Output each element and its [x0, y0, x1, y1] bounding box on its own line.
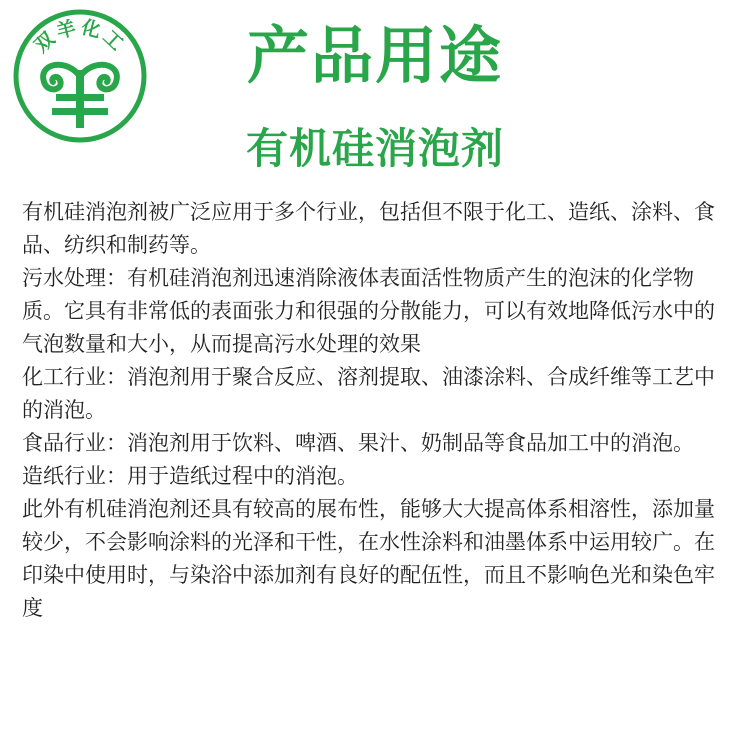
company-logo	[12, 8, 148, 144]
intro-paragraph: 有机硅消泡剂被广泛应用于多个行业，包括但不限于化工、造纸、涂料、食品、纺织和制药等。	[22, 200, 715, 257]
paper-industry-paragraph: 造纸行业：用于造纸过程中的消泡。	[22, 464, 358, 488]
ram-horns-logo-icon	[12, 8, 148, 144]
logo-text: 双羊化工	[30, 16, 130, 58]
usage-description	[22, 196, 732, 625]
product-name: 有机硅消泡剂	[245, 124, 504, 173]
food-industry-paragraph: 食品行业：消泡剂用于饮料、啤酒、果汁、奶制品等食品加工中的消泡。	[22, 431, 694, 455]
page-title: 产品用途	[246, 19, 503, 92]
additional-info-paragraph: 此外有机硅消泡剂还具有较高的展布性，能够大大提高体系相溶性，添加量较少，不会影响涂料的光泽和干性，在水性涂料和油墨体系中运用较广。在印染中使用时，与染浴中添加剂有良好的配伍性，而且不影响色光和染色牢度	[22, 497, 715, 620]
chemical-industry-paragraph: 化工行业：消泡剂用于聚合反应、溶剂提取、油漆涂料、合成纤维等工艺中的消泡。	[22, 365, 715, 422]
wastewater-paragraph: 污水处理：有机硅消泡剂迅速消除液体表面活性物质产生的泡沫的化学物质。它具有非常低的表面张力和很强的分散能力，可以有效地降低污水中的气泡数量和大小，从而提高污水处理的效果	[22, 266, 715, 356]
